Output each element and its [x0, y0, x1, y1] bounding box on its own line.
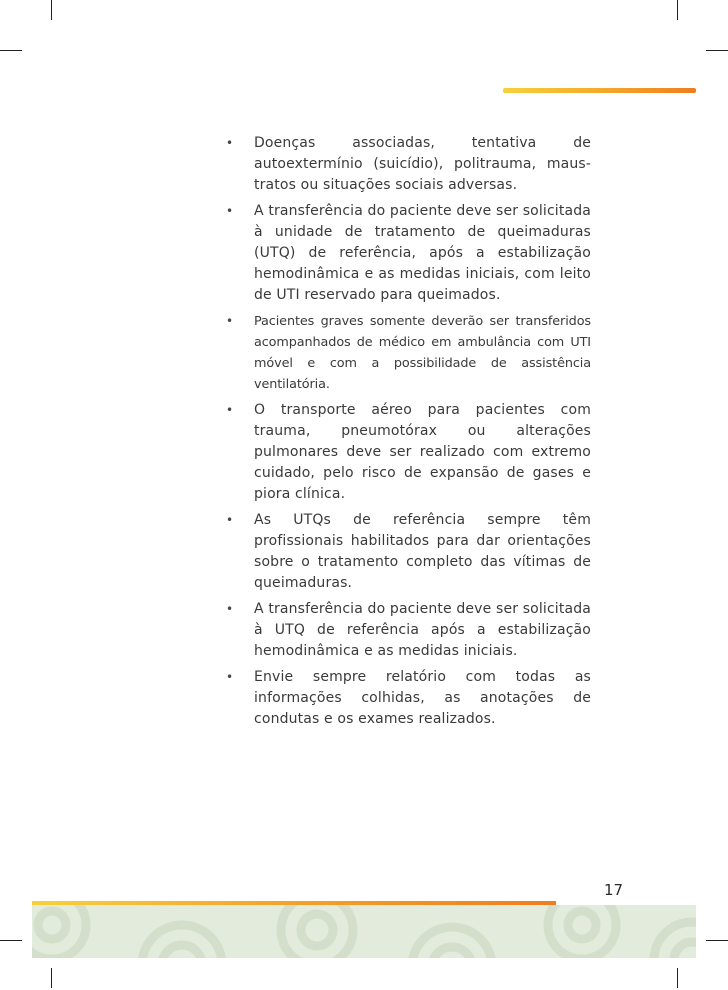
crop-mark — [677, 0, 678, 20]
list-item — [226, 201, 591, 306]
bullet-icon: • — [226, 403, 234, 417]
crop-mark — [677, 968, 678, 988]
list-item-text: O transporte aéreo para pacientes com trauma, pneumotórax ou alterações pulmonares deve ser realizado com extremo cuidado, pelo risco de expansão de gases e piora clínica. — [254, 402, 591, 502]
list-item — [226, 133, 591, 196]
crop-mark — [706, 940, 728, 941]
list-item — [226, 510, 591, 594]
list-item-text: Doenças associadas, tentativa de autoextermínio (suicídio), politrauma, maus-tratos ou situações sociais adversas. — [254, 135, 591, 193]
bullet-icon: • — [226, 204, 234, 218]
crop-mark — [51, 0, 52, 20]
header-accent-bar — [503, 88, 696, 93]
footer-band — [32, 905, 696, 958]
crop-mark — [706, 50, 728, 51]
list-item-text: A transferência do paciente deve ser solicitada à unidade de tratamento de queimaduras (UTQ) de referência, após a estabilização hemodinâmica e as medidas iniciais, com leito de UTI reservado para queimados. — [254, 203, 591, 303]
footer-circles-pattern — [32, 905, 696, 958]
list-item-text: Envie sempre relatório com todas as informações colhidas, as anotações de condutas e os exames realizados. — [254, 669, 591, 727]
list-item — [226, 667, 591, 730]
list-item-text: Pacientes graves somente deverão ser transferidos acompanhados de médico em ambulância com UTI móvel e com a possibilidade de assistência ventilatória. — [254, 314, 591, 392]
list-item-text: A transferência do paciente deve ser solicitada à UTQ de referência após a estabilização hemodinâmica e as medidas iniciais. — [254, 601, 591, 659]
list-item-text: As UTQs de referência sempre têm profissionais habilitados para dar orientações sobre o tratamento completo das vítimas de queimaduras. — [254, 512, 591, 591]
bullet-icon: • — [226, 513, 234, 527]
list-item — [226, 599, 591, 662]
bullet-list — [226, 133, 591, 735]
crop-mark — [0, 940, 22, 941]
bullet-icon: • — [226, 314, 233, 328]
list-item — [226, 311, 591, 395]
crop-mark — [51, 968, 52, 988]
bullet-icon: • — [226, 602, 234, 616]
list-item — [226, 400, 591, 505]
bullet-icon: • — [226, 136, 234, 150]
bullet-icon: • — [226, 670, 234, 684]
crop-mark — [0, 50, 22, 51]
page-number: 17 — [604, 881, 624, 899]
